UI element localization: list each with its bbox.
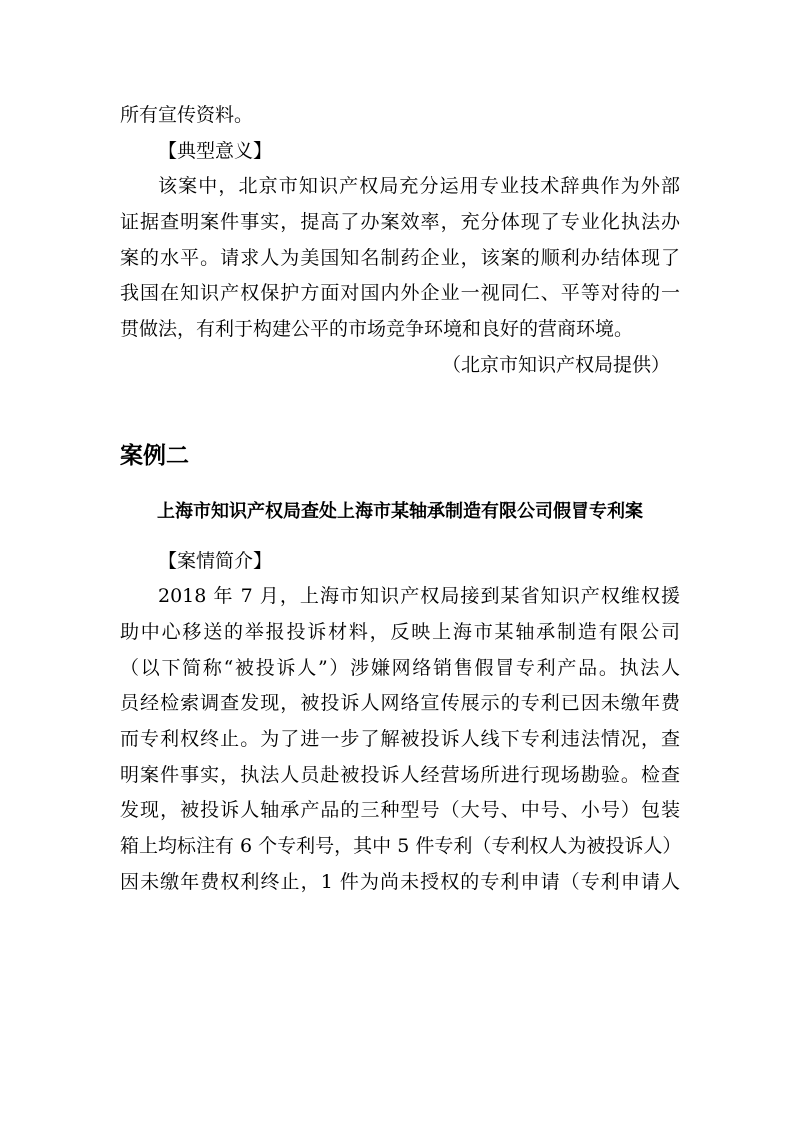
paragraph-line: 箱上均标注有 6 个专利号，其中 5 件专利（专利权人为被投诉人） (120, 835, 682, 857)
source-attribution: （北京市知识产权局提供） (441, 353, 670, 376)
paragraph-case-summary (120, 579, 680, 900)
paragraph-line: 所有宣传资料。 (120, 104, 254, 126)
paragraph-line: 案的水平。请求人为美国知名制药企业，该案的顺利办结体现了 (120, 246, 680, 269)
document-body (120, 98, 680, 900)
paragraph-line: 发现，被投诉人轴承产品的三种型号（大号、中号、小号）包装 (120, 799, 680, 822)
paragraph-line: 贯做法，有利于构建公平的市场竞争环境和良好的营商环境。 (120, 318, 634, 341)
section-heading-significance: 【典型意义】 (158, 139, 273, 162)
paragraph-line: 因未缴年费权利终止，1 件为尚未授权的专利申请（专利申请人 (120, 870, 680, 893)
paragraph-line: 明案件事实，执法人员赴被投诉人经营场所进行现场勘验。检查 (120, 763, 680, 786)
case-title: 上海市知识产权局查处上海市某轴承制造有限公司假冒专利案 (157, 500, 643, 522)
paragraph-line: 2018 年 7 月，上海市知识产权局接到某省知识产权维权援 (158, 585, 680, 608)
paragraph-line: 该案中，北京市知识产权局充分运用专业技术辞典作为外部 (158, 175, 680, 198)
paragraph-line: （以下简称“被投诉人”）涉嫌网络销售假冒专利产品。执法人 (120, 656, 680, 679)
paragraph-line: 我国在知识产权保护方面对国内外企业一视同仁、平等对待的一 (120, 282, 680, 305)
section-heading-case-summary: 【案情简介】 (158, 549, 273, 572)
paragraph-significance (120, 169, 680, 347)
paragraph-line: 证据查明案件事实，提高了办案效率，充分体现了专业化执法办 (120, 211, 680, 234)
paragraph-line: 员经检索调查发现，被投诉人网络宣传展示的专利已因未缴年费 (120, 692, 680, 715)
section-spacer (120, 384, 680, 436)
case-heading: 案例二 (120, 442, 189, 469)
paragraph-line: 助中心移送的举报投诉材料，反映上海市某轴承制造有限公司 (120, 620, 680, 643)
paragraph-line: 而专利权终止。为了进一步了解被投诉人线下专利违法情况，查 (120, 727, 680, 750)
